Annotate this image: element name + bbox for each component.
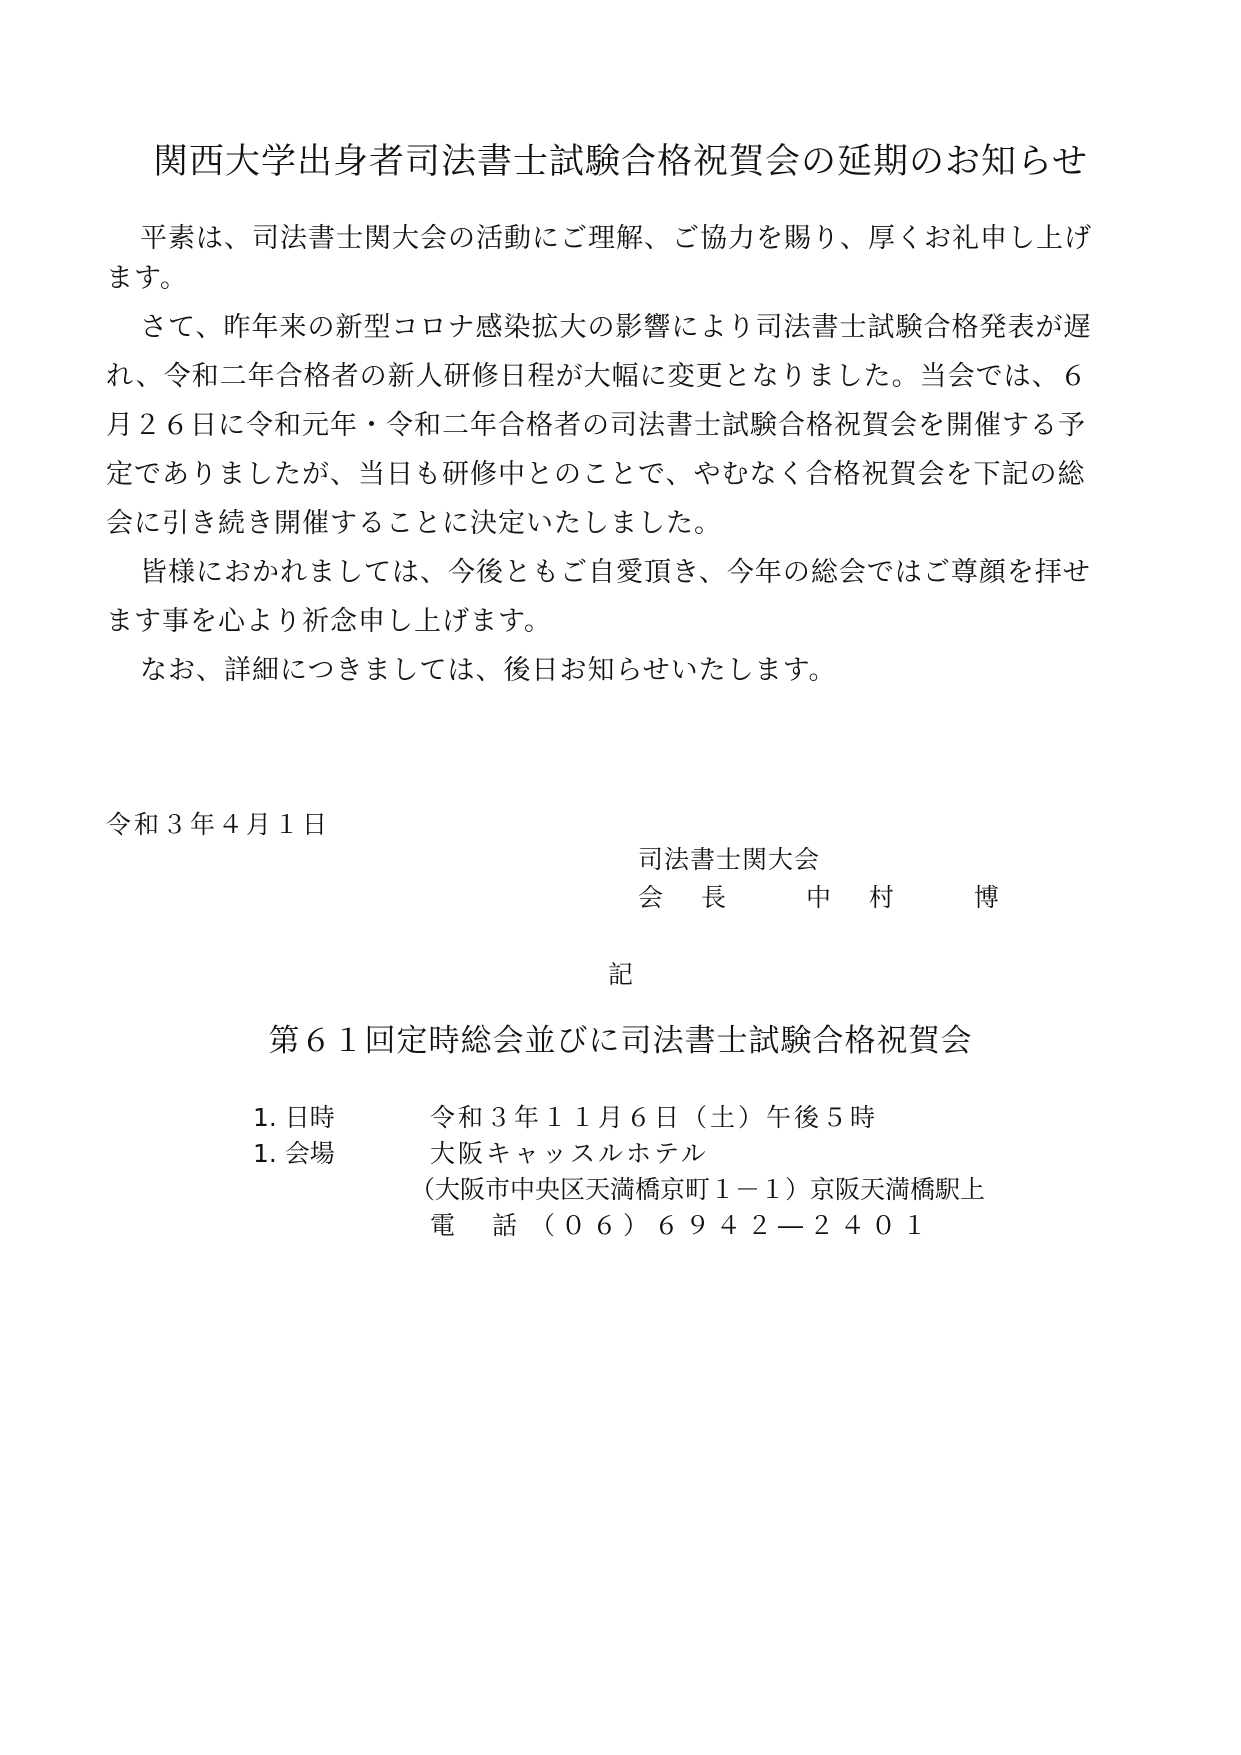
president-name-char: 博 [973, 883, 999, 912]
president-line [638, 878, 999, 914]
ki-marker: 記 [607, 960, 633, 989]
datetime-label: 1. 日時 [253, 1103, 335, 1132]
venue-label: 1. 会場 [253, 1139, 335, 1168]
body-line: さて、昨年来の新型コロナ感染拡大の影響により司法書士試験合格発表が遅 [140, 312, 1092, 343]
president-name-char: 中 [805, 883, 831, 912]
event-title: 第６１回定時総会並びに司法書士試験合格祝賀会 [268, 1023, 973, 1059]
body-line: 月２６日に令和元年・令和二年合格者の司法書士試験合格祝賀会を開催する予 [106, 410, 1086, 441]
organization-name: 司法書士関大会 [638, 845, 821, 874]
president-title-char: 長 [700, 883, 726, 912]
body-line: ます事を心より祈念申し上げます。 [106, 606, 552, 637]
issue-date: 令和３年４月１日 [106, 810, 331, 839]
body-line: 定でありましたが、当日も研修中とのことで、やむなく合格祝賀会を下記の総 [106, 459, 1086, 490]
body-line: 平素は、司法書士関大会の活動にご理解、ご協力を賜り、厚くお礼申し上げ [140, 223, 1092, 254]
body-line: ます。 [106, 263, 188, 294]
body-line: 皆様におかれましては、今後ともご自愛頂き、今年の総会ではご尊顔を拝せ [140, 557, 1091, 588]
phone-value: （０６）６９４２―２４０１ [530, 1211, 934, 1240]
president-name-char: 村 [868, 883, 894, 912]
notice-title: 関西大学出身者司法書士試験合格祝賀会の延期のお知らせ [153, 142, 1088, 182]
datetime-value: 令和３年１１月６日（土）午後５時 [430, 1103, 879, 1132]
president-title-char: 会 [638, 883, 664, 912]
body-line: 会に引き続き開催することに決定いたしました。 [106, 508, 722, 539]
body-line: れ、令和二年合格者の新人研修日程が大幅に変更となりました。当会では、６ [106, 361, 1088, 392]
phone-label: 電 話 [430, 1211, 524, 1240]
venue-value: 大阪キャッスルホテル [430, 1139, 709, 1168]
body-line: なお、詳細につきましては、後日お知らせいたします。 [140, 655, 837, 686]
venue-address: （大阪市中央区天満橋京町１－１）京阪天満橋駅上 [410, 1175, 986, 1204]
